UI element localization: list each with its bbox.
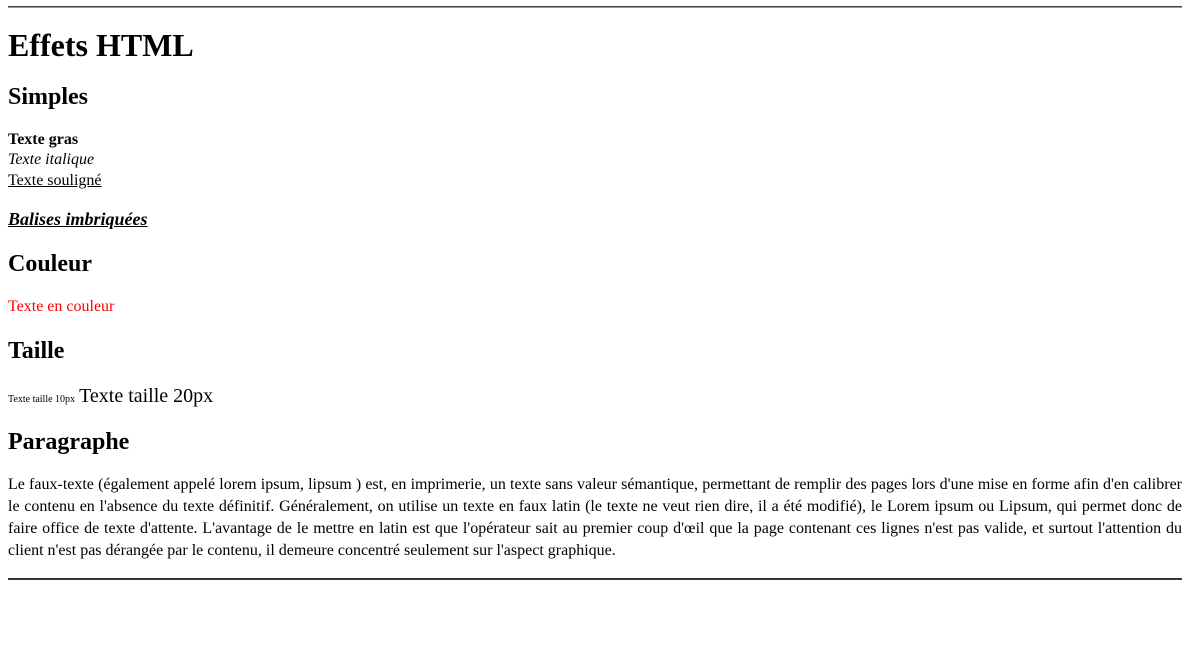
paragraph-text: Le faux-texte (également appelé lorem ipsum, lipsum ) est, en imprimerie, un texte sans valeur sémantique, permettant de remplir des pages lors d'une mise en forme afin d'en calibrer le contenu en l'absence du texte définitif. Généralement, on utilise un texte en faux latin (le texte ne veut rien dire, il a été modifié), le Lorem ipsum ou Lipsum, qui permet donc de faire office de texte d'attente. L'avantage de le mettre en latin est que l'opérateur sait au premier coup d'œil que la page contenant ces lignes n'est pas valide, et surtout l'attention du client n'est pas dérangée par le contenu, il demeure concentré seulement sur l'aspect graphique. [8, 476, 1182, 560]
section-heading-couleur: Couleur [8, 251, 92, 278]
simple-effects-block [8, 130, 1182, 192]
section-heading-simples: Simples [8, 84, 89, 111]
underline-text-sample: Texte souligné [8, 172, 102, 190]
page-title: Effets HTML [8, 27, 194, 63]
page [0, 6, 1190, 670]
italic-text-sample: Texte italique [8, 151, 95, 169]
nested-tags-sample: Balises imbriquées [8, 208, 148, 229]
top-divider [8, 6, 1182, 8]
section-heading-taille: Taille [8, 337, 65, 364]
colored-text-sample: Texte en couleur [8, 297, 115, 315]
bottom-divider [8, 578, 1182, 580]
small-text-sample: Texte taille 10px [8, 393, 76, 405]
size-samples-block [8, 383, 1182, 409]
bold-text-sample: Texte gras [8, 130, 79, 148]
large-text-sample: Texte taille 20px [79, 384, 214, 407]
section-heading-paragraphe: Paragraphe [8, 428, 130, 455]
